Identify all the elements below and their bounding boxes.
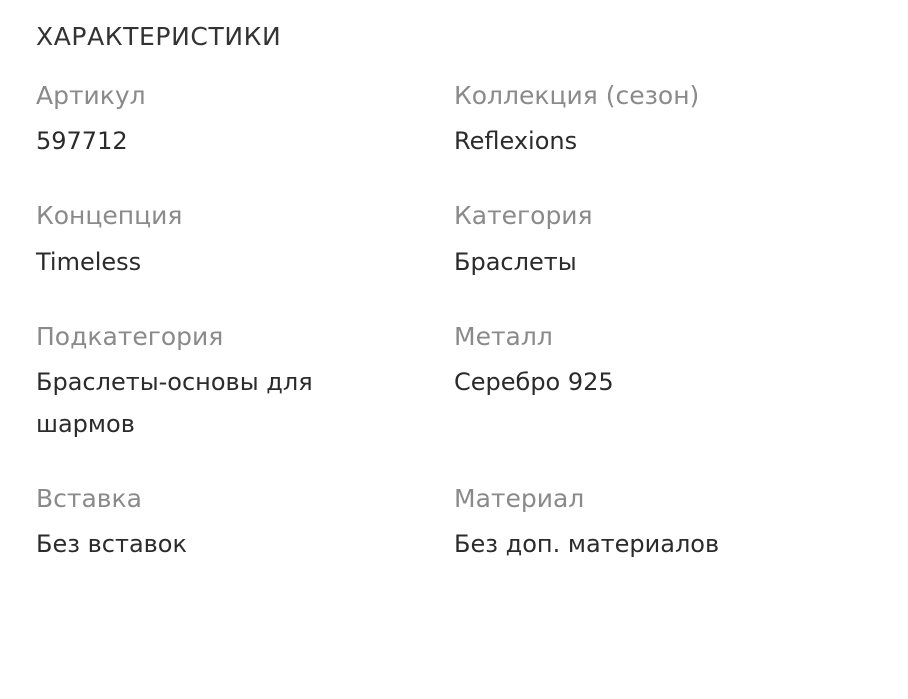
spec-label: Вставка <box>36 483 142 513</box>
spec-item-material <box>454 483 878 603</box>
spec-value: 597712 <box>36 127 128 156</box>
spec-value: Timeless <box>36 247 142 276</box>
spec-label: Подкатегория <box>36 321 224 351</box>
spec-item-collection <box>454 80 878 200</box>
spec-label: Концепция <box>36 201 183 231</box>
spec-value: Браслеты <box>454 247 577 276</box>
spec-item-article <box>36 80 454 200</box>
spec-label: Категория <box>454 201 593 231</box>
spec-item-concept <box>36 200 454 320</box>
spec-item-category <box>454 200 878 320</box>
spec-label: Материал <box>454 483 585 513</box>
spec-value: Без доп. материалов <box>454 530 720 558</box>
spec-label: Металл <box>454 321 553 351</box>
page-title: ХАРАКТЕРИСТИКИ <box>36 22 282 51</box>
spec-value: Reflexions <box>454 127 578 156</box>
spec-label: Коллекция (сезон) <box>454 81 700 110</box>
spec-item-insert <box>36 483 454 603</box>
spec-value: Браслеты-основы для шармов <box>36 367 313 438</box>
spec-item-metal <box>454 321 878 483</box>
spec-value: Без вставок <box>36 530 187 558</box>
specifications-grid <box>36 80 878 603</box>
spec-item-subcategory <box>36 321 454 483</box>
spec-value: Серебро 925 <box>454 367 614 396</box>
spec-label: Артикул <box>36 81 146 110</box>
